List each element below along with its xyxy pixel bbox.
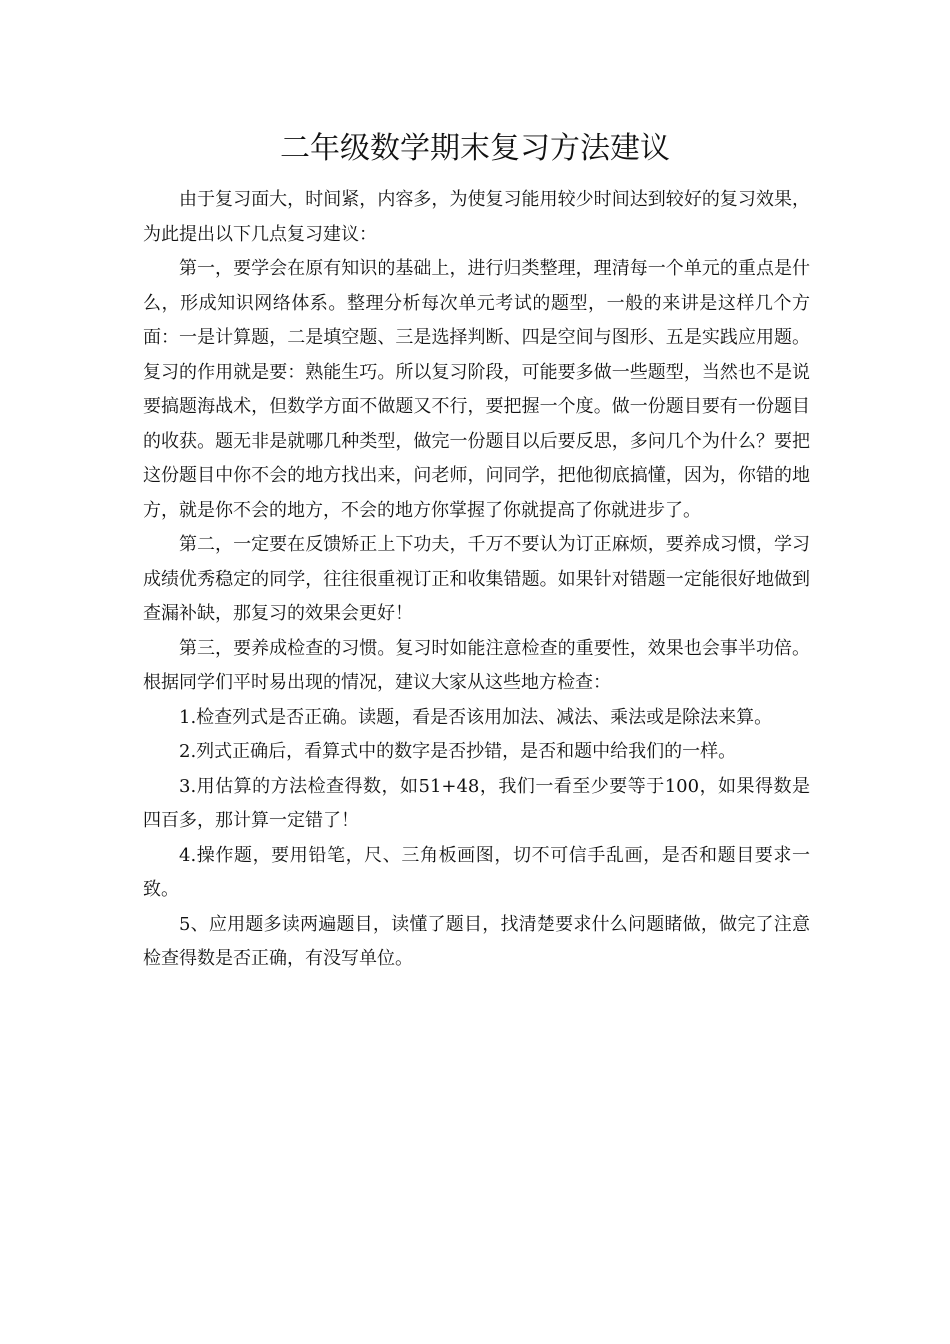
document-title: 二年级数学期末复习方法建议 bbox=[280, 131, 670, 166]
check-item-4: 4.操作题，要用铅笔，尺、三角板画图，切不可信手乱画，是否和题目要求一致。 bbox=[143, 844, 810, 900]
check-item-2: 2.列式正确后，看算式中的数字是否抄错，是否和题中给我们的一样。 bbox=[179, 741, 737, 762]
paragraph-third-point: 第三，要养成检查的习惯。复习时如能注意检查的重要性，效果也会事半功倍。根据同学们平时易出现的情况，建议大家从这些地方检查： bbox=[143, 637, 810, 693]
paragraph-first-point: 第一，要学会在原有知识的基础上，进行归类整理，理清每一个单元的重点是什么，形成知识网络体系。整理分析每次单元考试的题型，一般的来讲是这样几个方面：一是计算题，二是填空题、三是选择判断、四是空间与图形、五是实践应用题。复习的作用就是要：熟能生巧。所以复习阶段，可能要多做一些题型，当然也不是说要搞题海战术，但数学方面不做题又不行，要把握一个度。做一份题目要有一份题目的收获。题无非是就哪几种类型，做完一份题目以后要反思，多问几个为什么？要把这份题目中你不会的地方找出来，问老师，问同学，把他彻底搞懂，因为，你错的地方，就是你不会的地方，不会的地方你掌握了你就提高了你就进步了。 bbox=[143, 258, 810, 521]
check-item-1: 1.检查列式是否正确。读题，看是否该用加法、减法、乘法或是除法来算。 bbox=[179, 706, 773, 728]
intro-paragraph: 由于复习面大，时间紧，内容多，为使复习能用较少时间达到较好的复习效果，为此提出以下几点复习建议： bbox=[143, 189, 810, 245]
check-item-5: 5、应用题多读两遍题目，读懂了题目，找清楚要求什么问题睹做，做完了注意检查得数是否正确，有没写单位。 bbox=[143, 913, 810, 969]
paragraph-second-point: 第二，一定要在反馈矫正上下功夫，千万不要认为订正麻烦，要养成习惯，学习成绩优秀稳定的同学，往往很重视订正和收集错题。如果针对错题一定能很好地做到查漏补缺，那复习的效果会更好！ bbox=[143, 534, 810, 624]
document-body bbox=[143, 183, 810, 977]
check-item-3: 3.用估算的方法检查得数，如51+48，我们一看至少要等于100，如果得数是四百多，那计算一定错了！ bbox=[143, 775, 810, 831]
